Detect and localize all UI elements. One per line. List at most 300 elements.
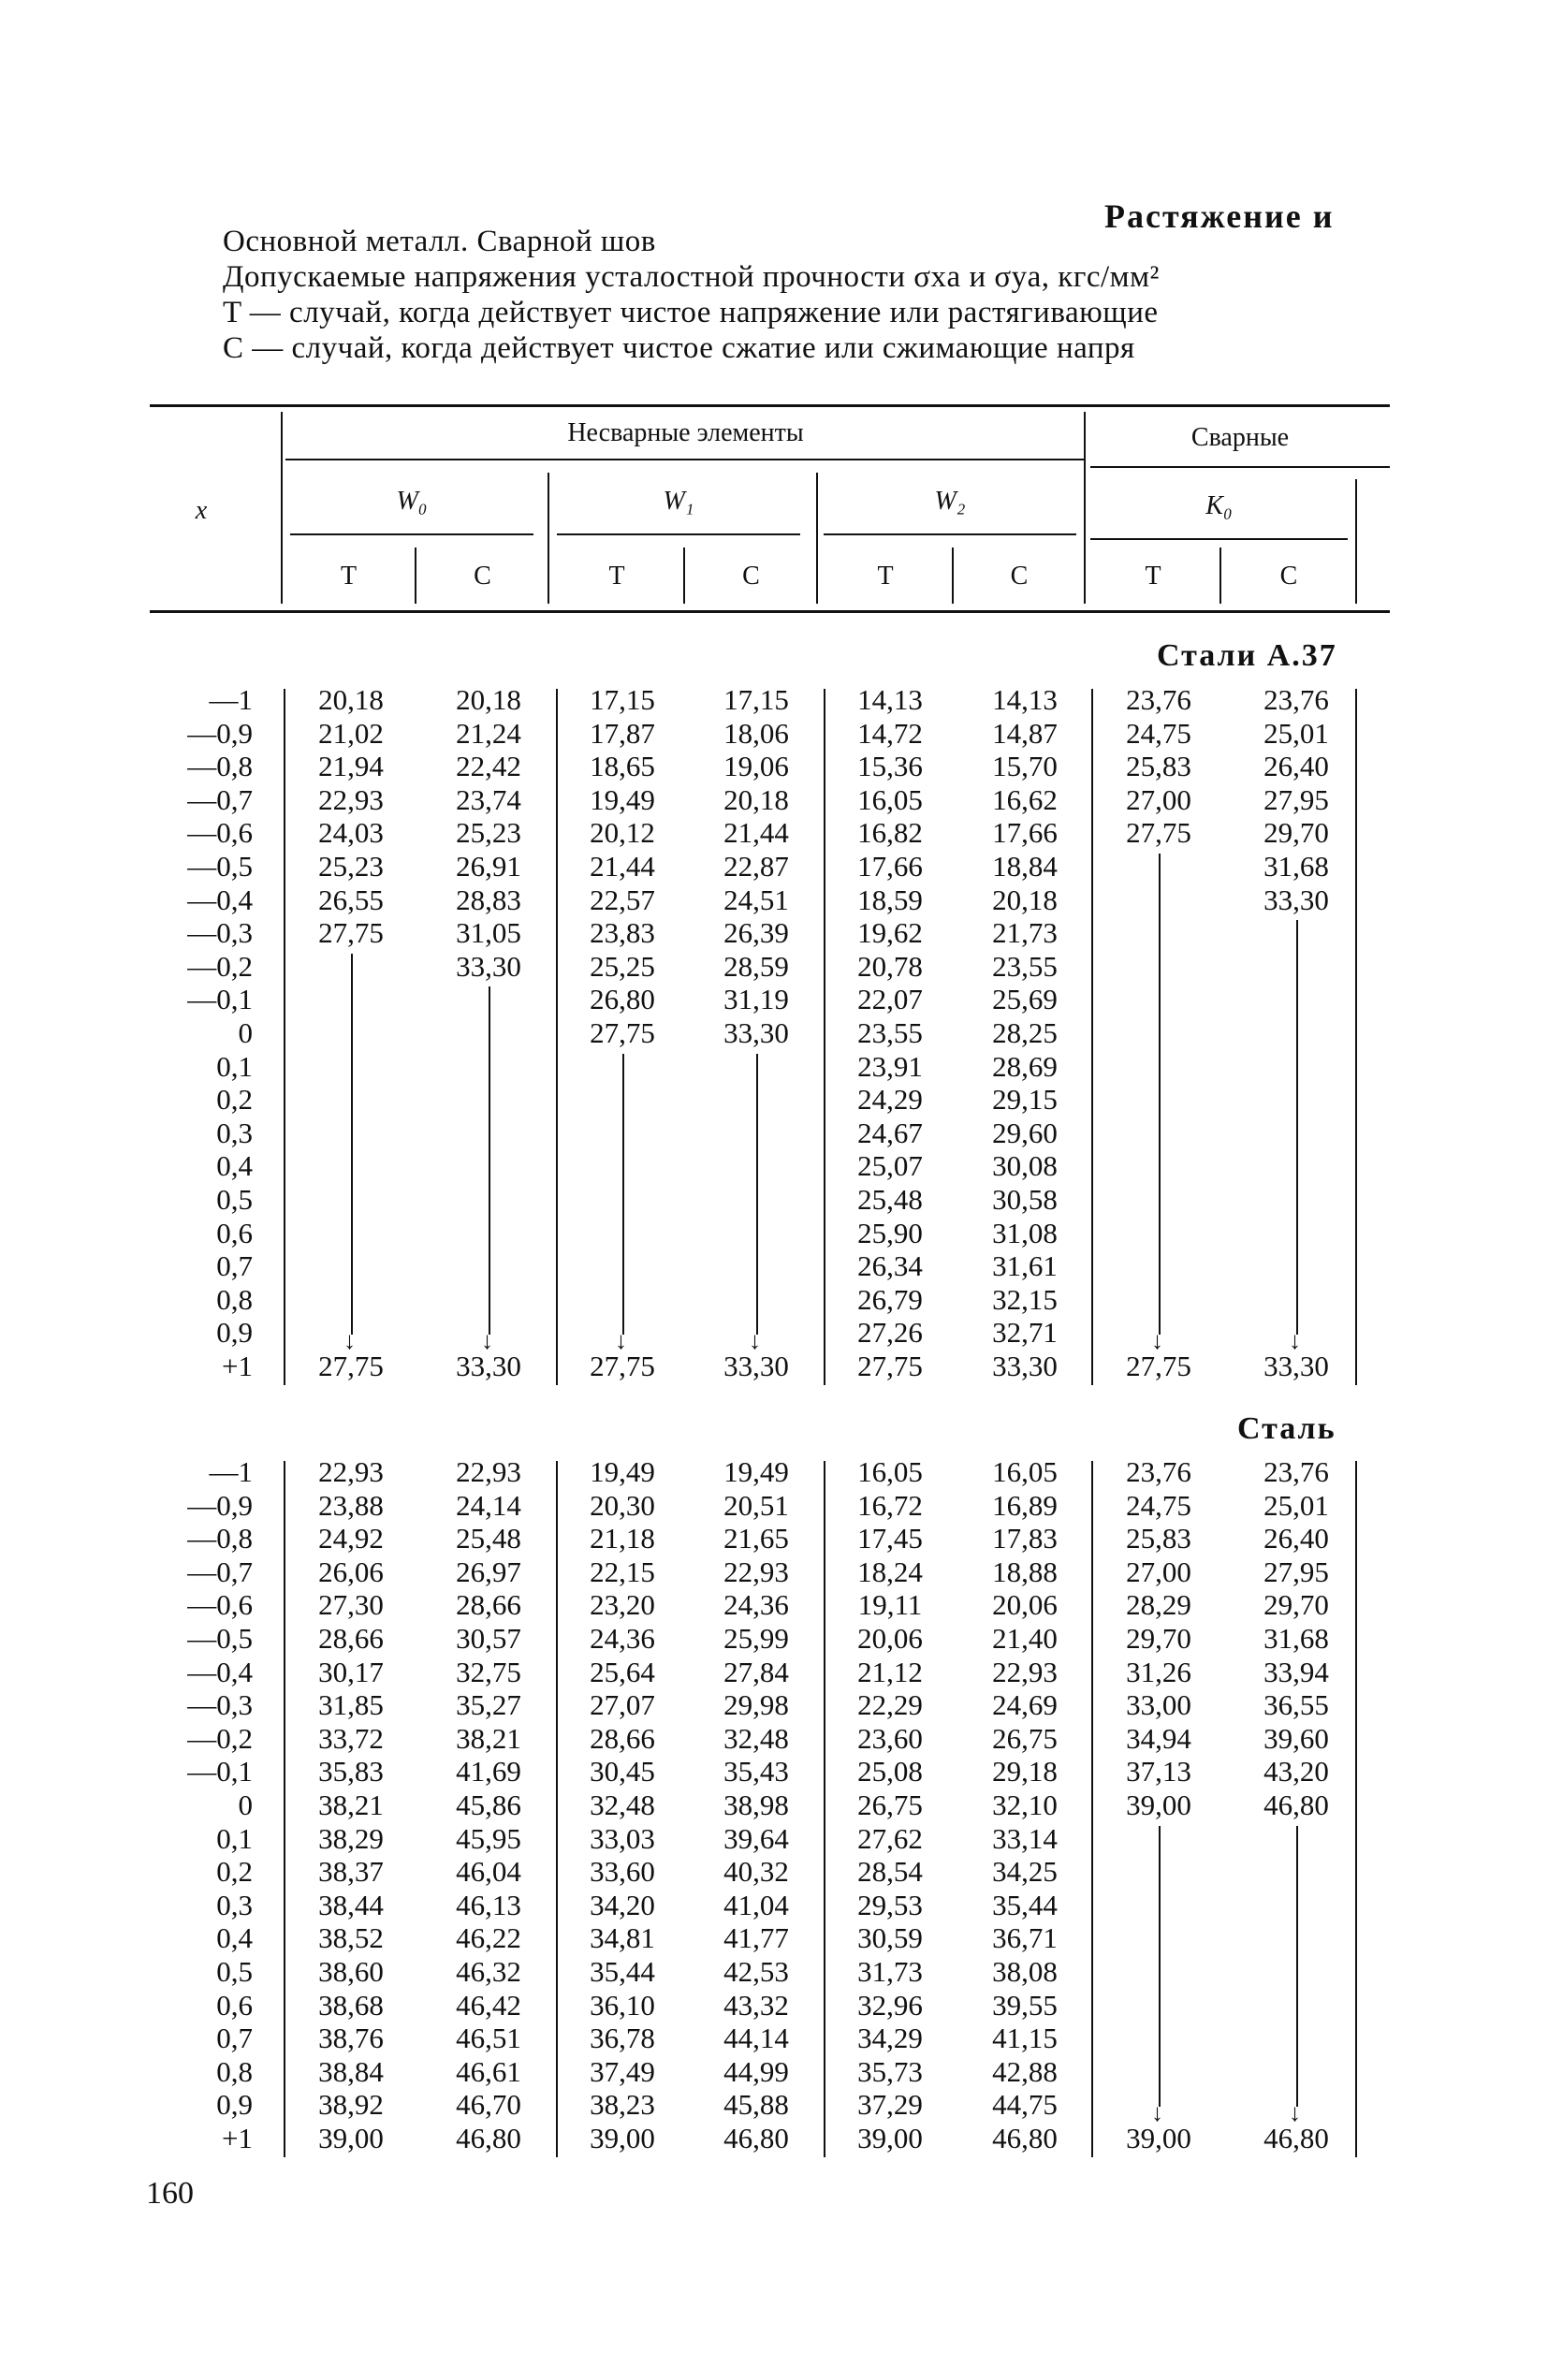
table-cell: 33,60 (590, 1855, 655, 1889)
table-cell: 17,66 (992, 816, 1058, 850)
row-x-value: —0,8 (187, 1522, 253, 1555)
table-cell: 31,08 (992, 1216, 1058, 1249)
table-cell: 27,26 (857, 1316, 923, 1350)
intro-line-4: C — случай, когда действует чистое сжатие или сжимающие напря (223, 331, 1135, 365)
table-cell: 31,26 (1126, 1655, 1191, 1688)
intro-line-3: T — случай, когда действует чистое напряжение или растягивающие (223, 296, 1159, 329)
table-cell: 25,08 (857, 1755, 923, 1789)
table-cell: 34,20 (590, 1888, 655, 1921)
table-cell: 17,15 (590, 683, 655, 716)
table-cell: 32,15 (992, 1282, 1058, 1316)
table-cell: 38,76 (318, 2022, 384, 2055)
header-w2: W₂ (934, 487, 966, 516)
table-cell: 45,86 (456, 1789, 521, 1821)
header-k0: K₀ (1205, 491, 1233, 520)
table-cell: 26,34 (857, 1249, 923, 1283)
table-cell: 23,76 (1126, 683, 1191, 716)
table-cell: 46,70 (456, 2088, 521, 2122)
table-cell: 29,60 (992, 1116, 1058, 1149)
sub-rule-w1 (557, 533, 800, 535)
table-cell: 39,00 (1126, 1789, 1191, 1821)
table-cell: 46,80 (723, 2122, 789, 2154)
table-cell: 39,60 (1263, 1721, 1329, 1755)
row-x-value: —0,7 (187, 782, 253, 816)
table-cell: 35,73 (857, 2054, 923, 2088)
table-cell: 16,72 (857, 1488, 923, 1522)
header-tc: T (877, 562, 894, 591)
row-x-value: —0,3 (187, 916, 253, 950)
row-x-value: 0,2 (216, 1083, 253, 1117)
table-cell: 38,84 (318, 2054, 384, 2088)
header-top-rule (150, 404, 1390, 407)
table-cell: 21,18 (590, 1522, 655, 1555)
table-cell: 25,23 (456, 816, 521, 850)
table-cell: 19,49 (723, 1455, 789, 1488)
table-cell: 38,92 (318, 2088, 384, 2122)
table-cell: 24,75 (1126, 716, 1191, 750)
table-cell: 32,48 (723, 1721, 789, 1755)
table-cell: 18,88 (992, 1555, 1058, 1588)
table-cell: 27,62 (857, 1821, 923, 1855)
table-cell: 24,14 (456, 1488, 521, 1522)
table-cell: 25,90 (857, 1216, 923, 1249)
header-divider (1219, 548, 1221, 604)
row-x-value: —0,2 (187, 949, 253, 983)
table-cell: 25,83 (1126, 750, 1191, 783)
table-cell: 30,58 (992, 1183, 1058, 1216)
table-cell: 28,29 (1126, 1588, 1191, 1622)
table-cell: 41,69 (456, 1755, 521, 1789)
header-tc: C (742, 562, 760, 591)
row-x-value: 0,1 (216, 1821, 253, 1855)
table-cell: 34,25 (992, 1855, 1058, 1889)
table-cell: 16,89 (992, 1488, 1058, 1522)
table-cell: 17,87 (590, 716, 655, 750)
table-cell: 25,07 (857, 1149, 923, 1183)
table-cell: 31,85 (318, 1688, 384, 1722)
table-cell: 39,00 (318, 2122, 384, 2154)
table-cell: 46,80 (456, 2122, 521, 2154)
table-cell: 21,94 (318, 750, 384, 783)
table-cell: 26,79 (857, 1282, 923, 1316)
row-x-value: —0,4 (187, 883, 253, 916)
section-title-steel: Сталь (1237, 1411, 1336, 1446)
intro-line-1: Основной металл. Сварной шов (223, 225, 656, 258)
header-bottom-rule (150, 610, 1390, 613)
table-cell: 24,03 (318, 816, 384, 850)
table-cell: 33,30 (723, 1350, 789, 1382)
table-cell: 19,11 (857, 1588, 923, 1622)
table-cell: 27,75 (318, 916, 384, 950)
table-cell: 14,13 (857, 683, 923, 716)
intro-line-2: Допускаемые напряжения усталостной прочности σxa и σya, кгс/мм² (223, 260, 1160, 294)
continuation-arrow (1296, 920, 1298, 1335)
arrow-down-icon: ↓ (1289, 1327, 1301, 1354)
table-cell: 17,66 (857, 850, 923, 883)
table-cell: 24,75 (1126, 1488, 1191, 1522)
table-cell: 30,17 (318, 1655, 384, 1688)
table-cell: 26,40 (1263, 1522, 1329, 1555)
table-cell: 20,06 (992, 1588, 1058, 1622)
section-title-a37: Стали А.37 (1157, 638, 1337, 673)
row-x-value: —0,4 (187, 1655, 253, 1688)
table-cell: 19,49 (590, 782, 655, 816)
table-cell: 18,06 (723, 716, 789, 750)
header-divider (683, 548, 685, 604)
table-cell: 15,70 (992, 750, 1058, 783)
continuation-arrow (756, 1054, 758, 1335)
table-cell: 46,80 (992, 2122, 1058, 2154)
column-divider (1355, 1461, 1357, 2157)
table-cell: 30,45 (590, 1755, 655, 1789)
page-number: 160 (146, 2176, 194, 2211)
table-cell: 33,72 (318, 1721, 384, 1755)
table-cell: 28,54 (857, 1855, 923, 1889)
header-tc: T (608, 562, 625, 591)
page-header-title: Растяжение и (1104, 197, 1335, 235)
header-x: x (195, 496, 208, 525)
table-cell: 38,21 (318, 1789, 384, 1821)
table-cell: 22,93 (456, 1455, 521, 1488)
column-divider (284, 1461, 285, 2157)
header-w1: W₁ (663, 487, 694, 516)
row-x-value: 0,3 (216, 1116, 253, 1149)
table-cell: 26,97 (456, 1555, 521, 1588)
table-cell: 14,87 (992, 716, 1058, 750)
table-cell: 31,68 (1263, 1622, 1329, 1655)
table-cell: 31,68 (1263, 850, 1329, 883)
table-cell: 46,51 (456, 2022, 521, 2055)
table-cell: 41,15 (992, 2022, 1058, 2055)
table-cell: 26,75 (992, 1721, 1058, 1755)
table-cell: 45,88 (723, 2088, 789, 2122)
continuation-arrow (622, 1054, 624, 1335)
row-x-value: 0,8 (216, 2054, 253, 2088)
table-cell: 21,65 (723, 1522, 789, 1555)
header-w0: W₀ (396, 487, 428, 516)
table-cell: 20,18 (992, 883, 1058, 916)
table-cell: 31,61 (992, 1249, 1058, 1283)
row-x-value: —0,7 (187, 1555, 253, 1588)
table-cell: 18,65 (590, 750, 655, 783)
row-x-value: 0,1 (216, 1049, 253, 1083)
arrow-down-icon: ↓ (481, 1327, 493, 1354)
table-cell: 34,29 (857, 2022, 923, 2055)
table-cell: 22,87 (723, 850, 789, 883)
table-cell: 32,75 (456, 1655, 521, 1688)
table-cell: 39,00 (857, 2122, 923, 2154)
row-x-value: 0,9 (216, 2088, 253, 2122)
table-cell: 23,55 (857, 1016, 923, 1049)
table-cell: 29,70 (1263, 1588, 1329, 1622)
header-divider (952, 548, 954, 604)
table-cell: 33,30 (456, 1350, 521, 1382)
table-cell: 25,01 (1263, 1488, 1329, 1522)
continuation-arrow (1159, 854, 1161, 1335)
table-cell: 22,93 (318, 782, 384, 816)
table-cell: 16,05 (857, 1455, 923, 1488)
table-cell: 38,44 (318, 1888, 384, 1921)
table-cell: 20,18 (318, 683, 384, 716)
table-cell: 32,71 (992, 1316, 1058, 1350)
table-cell: 22,57 (590, 883, 655, 916)
row-x-value: 0,4 (216, 1921, 253, 1955)
table-cell: 46,22 (456, 1921, 521, 1955)
table-cell: 41,04 (723, 1888, 789, 1921)
table-cell: 29,15 (992, 1083, 1058, 1117)
continuation-arrow (351, 954, 353, 1335)
table-cell: 26,80 (590, 983, 655, 1016)
table-cell: 46,80 (1263, 2122, 1329, 2154)
table-cell: 33,30 (456, 949, 521, 983)
header-divider (548, 473, 549, 604)
table-cell: 17,15 (723, 683, 789, 716)
row-x-value: —0,9 (187, 1488, 253, 1522)
table-cell: 29,18 (992, 1755, 1058, 1789)
table-cell: 30,59 (857, 1921, 923, 1955)
table-cell: 24,51 (723, 883, 789, 916)
row-x-value: —0,2 (187, 1721, 253, 1755)
table-cell: 35,27 (456, 1688, 521, 1722)
table-cell: 27,75 (590, 1350, 655, 1382)
table-cell: 21,44 (723, 816, 789, 850)
table-cell: 33,30 (1263, 1350, 1329, 1382)
arrow-down-icon: ↓ (1151, 1327, 1163, 1354)
table-cell: 36,78 (590, 2022, 655, 2055)
column-divider (824, 689, 825, 1385)
row-x-value: 0,3 (216, 1888, 253, 1921)
table-cell: 38,60 (318, 1955, 384, 1988)
header-divider (281, 412, 283, 604)
table-cell: 25,48 (857, 1183, 923, 1216)
table-cell: 27,95 (1263, 782, 1329, 816)
sub-rule-w0 (290, 533, 533, 535)
table-cell: 27,30 (318, 1588, 384, 1622)
table-cell: 37,49 (590, 2054, 655, 2088)
table-cell: 23,88 (318, 1488, 384, 1522)
table-cell: 46,80 (1263, 1789, 1329, 1821)
table-cell: 33,94 (1263, 1655, 1329, 1688)
table-cell: 24,67 (857, 1116, 923, 1149)
table-cell: 38,98 (723, 1789, 789, 1821)
table-cell: 29,70 (1263, 816, 1329, 850)
table-cell: 26,06 (318, 1555, 384, 1588)
table-cell: 24,36 (723, 1588, 789, 1622)
arrow-down-icon: ↓ (749, 1327, 761, 1354)
table-cell: 22,15 (590, 1555, 655, 1588)
table-cell: 27,07 (590, 1688, 655, 1722)
table-cell: 30,57 (456, 1622, 521, 1655)
table-cell: 19,06 (723, 750, 789, 783)
table-cell: 34,94 (1126, 1721, 1191, 1755)
table-cell: 33,03 (590, 1821, 655, 1855)
table-cell: 26,40 (1263, 750, 1329, 783)
table-cell: 17,45 (857, 1522, 923, 1555)
table-cell: 38,23 (590, 2088, 655, 2122)
row-x-value: —0,1 (187, 983, 253, 1016)
table-cell: 21,24 (456, 716, 521, 750)
table-cell: 28,25 (992, 1016, 1058, 1049)
table-cell: 27,75 (1126, 816, 1191, 850)
table-cell: 20,12 (590, 816, 655, 850)
row-x-value: —0,6 (187, 1588, 253, 1622)
table-cell: 36,10 (590, 1988, 655, 2022)
table-cell: 46,32 (456, 1955, 521, 1988)
column-divider (824, 1461, 825, 2157)
table-cell: 23,76 (1263, 683, 1329, 716)
table-cell: 43,20 (1263, 1755, 1329, 1789)
table-cell: 40,32 (723, 1855, 789, 1889)
table-cell: 28,59 (723, 949, 789, 983)
column-divider (1091, 1461, 1093, 2157)
table-cell: 15,36 (857, 750, 923, 783)
row-x-value: 0 (238, 1789, 253, 1821)
header-group-unwelded: Несварные элементы (567, 418, 804, 447)
table-cell: 20,18 (723, 782, 789, 816)
row-x-value: 0,7 (216, 1249, 253, 1283)
table-cell: 44,75 (992, 2088, 1058, 2122)
row-x-value: —0,5 (187, 1622, 253, 1655)
table-cell: 37,29 (857, 2088, 923, 2122)
arrow-down-icon: ↓ (615, 1327, 627, 1354)
table-cell: 32,96 (857, 1988, 923, 2022)
table-cell: 45,95 (456, 1821, 521, 1855)
row-x-value: 0,8 (216, 1282, 253, 1316)
row-x-value: 0,5 (216, 1955, 253, 1988)
table-cell: 32,48 (590, 1789, 655, 1821)
row-x-value: 0,5 (216, 1183, 253, 1216)
header-tc: C (474, 562, 491, 591)
table-cell: 29,98 (723, 1688, 789, 1722)
table-cell: 36,71 (992, 1921, 1058, 1955)
row-x-value: +1 (222, 1350, 253, 1382)
row-x-value: —0,9 (187, 716, 253, 750)
arrow-down-icon: ↓ (343, 1327, 356, 1354)
table-cell: 23,74 (456, 782, 521, 816)
table-cell: 35,43 (723, 1755, 789, 1789)
table-cell: 28,66 (590, 1721, 655, 1755)
row-x-value: —0,1 (187, 1755, 253, 1789)
table-cell: 44,14 (723, 2022, 789, 2055)
table-cell: 22,93 (318, 1455, 384, 1488)
table-cell: 33,14 (992, 1821, 1058, 1855)
table-cell: 35,83 (318, 1755, 384, 1789)
column-divider (556, 1461, 558, 2157)
table-cell: 21,12 (857, 1655, 923, 1688)
table-cell: 36,55 (1263, 1688, 1329, 1722)
row-x-value: 0,9 (216, 1316, 253, 1350)
column-divider (1091, 689, 1093, 1385)
table-cell: 21,02 (318, 716, 384, 750)
table-cell: 24,69 (992, 1688, 1058, 1722)
table-cell: 25,01 (1263, 716, 1329, 750)
table-cell: 29,70 (1126, 1622, 1191, 1655)
table-cell: 25,99 (723, 1622, 789, 1655)
table-cell: 28,83 (456, 883, 521, 916)
table-cell: 42,53 (723, 1955, 789, 1988)
table-cell: 21,40 (992, 1622, 1058, 1655)
continuation-arrow (489, 986, 490, 1335)
row-x-value: —1 (209, 1455, 253, 1488)
table-cell: 23,76 (1126, 1455, 1191, 1488)
table-cell: 22,93 (992, 1655, 1058, 1688)
table-cell: 23,76 (1263, 1455, 1329, 1488)
table-cell: 27,84 (723, 1655, 789, 1688)
table-cell: 25,83 (1126, 1522, 1191, 1555)
table-cell: 31,19 (723, 983, 789, 1016)
table-cell: 27,00 (1126, 782, 1191, 816)
table-cell: 18,24 (857, 1555, 923, 1588)
table-cell: 23,83 (590, 916, 655, 950)
row-x-value: —1 (209, 683, 253, 716)
table-cell: 33,30 (992, 1350, 1058, 1382)
table-cell: 16,05 (992, 1455, 1058, 1488)
table-cell: 21,44 (590, 850, 655, 883)
table-cell: 25,23 (318, 850, 384, 883)
continuation-arrow (1296, 1826, 1298, 2107)
table-cell: 22,93 (723, 1555, 789, 1588)
table-cell: 46,04 (456, 1855, 521, 1889)
row-x-value: +1 (222, 2122, 253, 2154)
table-cell: 25,69 (992, 983, 1058, 1016)
table-cell: 26,39 (723, 916, 789, 950)
table-cell: 16,82 (857, 816, 923, 850)
table-cell: 31,73 (857, 1955, 923, 1988)
table-cell: 22,07 (857, 983, 923, 1016)
table-cell: 20,18 (456, 683, 521, 716)
table-cell: 26,91 (456, 850, 521, 883)
continuation-arrow (1159, 1826, 1161, 2107)
table-cell: 19,62 (857, 916, 923, 950)
header-tc: C (1279, 562, 1298, 591)
table-cell: 38,08 (992, 1955, 1058, 1988)
table-cell: 16,05 (857, 782, 923, 816)
row-x-value: —0,6 (187, 816, 253, 850)
table-cell: 29,53 (857, 1888, 923, 1921)
table-cell: 18,59 (857, 883, 923, 916)
table-cell: 46,42 (456, 1988, 521, 2022)
table-cell: 26,75 (857, 1789, 923, 1821)
table-cell: 28,66 (456, 1588, 521, 1622)
table-cell: 25,25 (590, 949, 655, 983)
sub-rule-k0 (1090, 538, 1348, 540)
table-cell: 39,00 (590, 2122, 655, 2154)
table-cell: 14,13 (992, 683, 1058, 716)
column-divider (284, 689, 285, 1385)
row-x-value: —0,5 (187, 850, 253, 883)
header-tc: T (1145, 562, 1161, 591)
table-cell: 34,81 (590, 1921, 655, 1955)
table-cell: 20,30 (590, 1488, 655, 1522)
table-cell: 39,55 (992, 1988, 1058, 2022)
table-cell: 42,88 (992, 2054, 1058, 2088)
table-cell: 22,42 (456, 750, 521, 783)
table-cell: 38,68 (318, 1988, 384, 2022)
table-cell: 24,92 (318, 1522, 384, 1555)
table-cell: 26,55 (318, 883, 384, 916)
header-divider (816, 473, 818, 604)
row-x-value: 0 (238, 1016, 253, 1049)
header-tc: T (340, 562, 358, 591)
table-cell: 25,48 (456, 1522, 521, 1555)
table-cell: 33,00 (1126, 1688, 1191, 1722)
table-cell: 30,08 (992, 1149, 1058, 1183)
arrow-down-icon: ↓ (1289, 2099, 1301, 2126)
table-cell: 46,61 (456, 2054, 521, 2088)
header-tc: C (1010, 562, 1029, 591)
table-cell: 27,75 (857, 1350, 923, 1382)
table-cell: 24,36 (590, 1622, 655, 1655)
